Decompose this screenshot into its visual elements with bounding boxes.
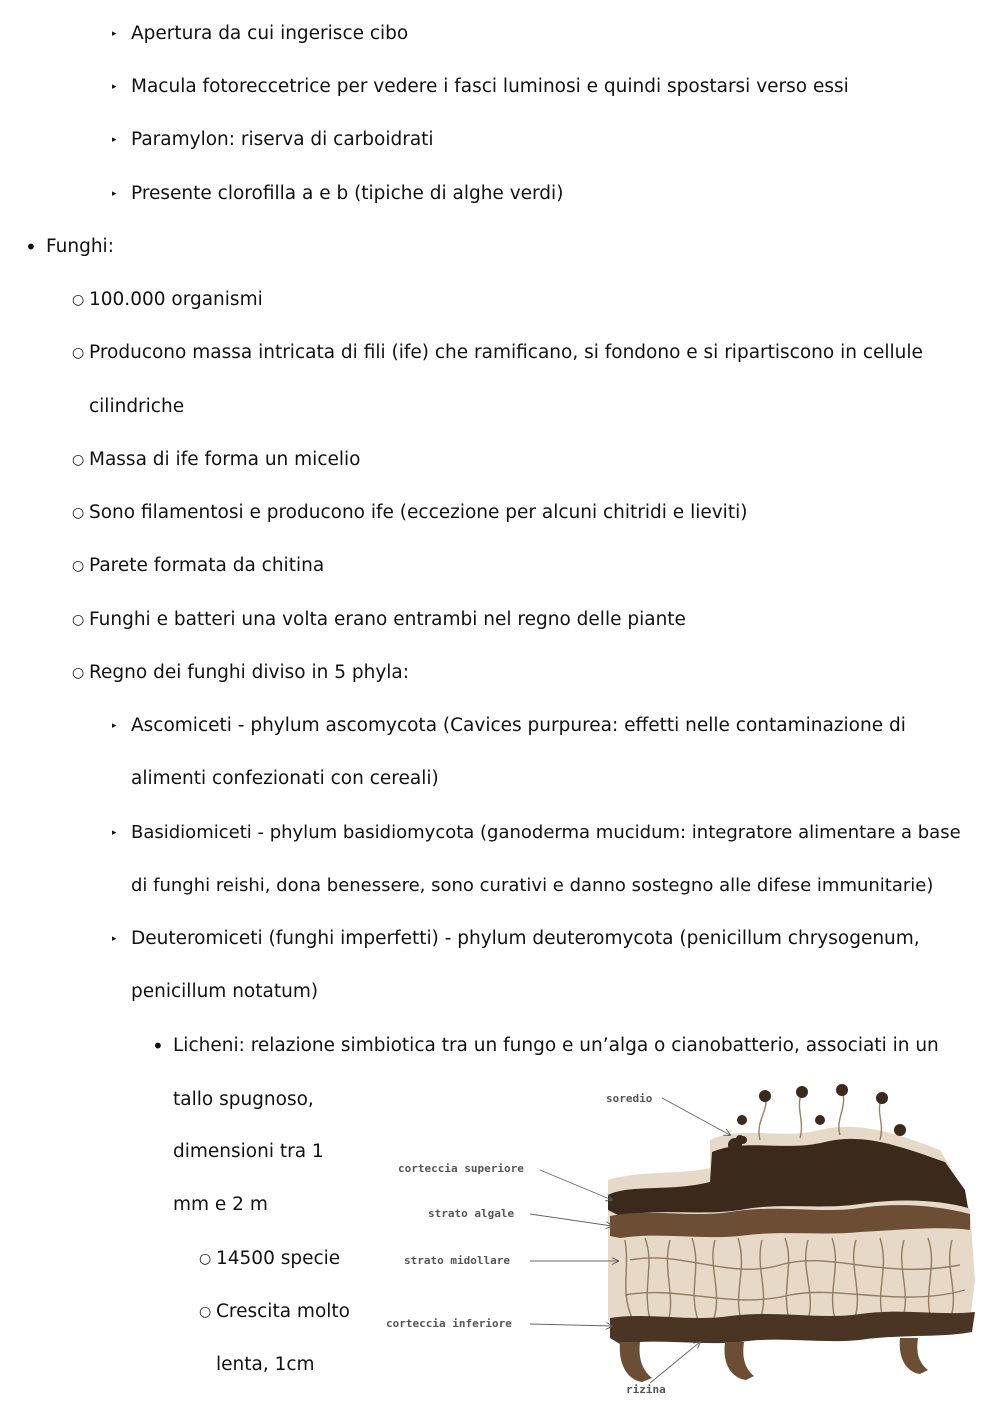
label-corteccia-inferiore: corteccia inferiore <box>386 1317 512 1330</box>
circle-bullet-icon: ○ <box>72 505 85 521</box>
label-soredio: soredio <box>606 1092 653 1105</box>
label-strato-algale: strato algale <box>428 1207 515 1220</box>
circle-bullet-icon: ○ <box>72 452 85 468</box>
circle-bullet-icon: ○ <box>72 612 85 628</box>
list-item: Apertura da cui ingerisce cibo <box>131 23 409 44</box>
triangle-bullet-icon: ▸ <box>112 82 117 92</box>
circle-bullet-icon: ○ <box>199 1251 212 1267</box>
label-strato-midollare: strato midollare <box>404 1254 510 1267</box>
list-item: Funghi e batteri una volta erano entrambi nel regno delle piante <box>89 609 686 630</box>
list-item: Macula fotoreccetrice per vedere i fasci luminosi e quindi spostarsi verso essi <box>131 76 849 97</box>
leader-line <box>662 1098 730 1135</box>
list-item: Parete formata da chitina <box>89 555 325 576</box>
triangle-bullet-icon: ▸ <box>112 934 117 944</box>
phylum-item-continuation: alimenti confezionati con cereali) <box>131 768 439 789</box>
triangle-bullet-icon: ▸ <box>112 29 117 39</box>
phylum-item: Basidiomiceti - phylum basidiomycota (ganoderma mucidum: integratore alimentare a base <box>131 822 961 843</box>
list-item: Presente clorofilla a e b (tipiche di alghe verdi) <box>131 183 564 204</box>
disc-bullet-icon: • <box>25 235 37 259</box>
licheni-sub-item: 14500 specie <box>216 1248 341 1269</box>
section-heading-funghi: Funghi: <box>46 236 114 257</box>
label-corteccia-superiore: corteccia superiore <box>398 1162 524 1175</box>
triangle-bullet-icon: ▸ <box>112 189 117 199</box>
triangle-bullet-icon: ▸ <box>112 828 117 838</box>
circle-bullet-icon: ○ <box>72 292 85 308</box>
circle-bullet-icon: ○ <box>72 558 85 574</box>
label-rizina: rizina <box>626 1383 666 1396</box>
lichen-cross-section-diagram <box>380 1080 980 1410</box>
circle-bullet-icon: ○ <box>72 665 85 681</box>
phylum-item: Ascomiceti - phylum ascomycota (Cavices purpurea: effetti nelle contaminazione di <box>131 715 906 736</box>
licheni-item: Licheni: relazione simbiotica tra un fungo e un’alga o cianobatterio, associati in un <box>173 1035 939 1056</box>
licheni-continuation: mm e 2 m <box>173 1194 268 1215</box>
list-item: Producono massa intricata di fili (ife) che ramificano, si fondono e si ripartiscono in cellule <box>89 342 923 363</box>
list-item-continuation: cilindriche <box>89 396 185 417</box>
lichen-thallus-illustration <box>608 1084 975 1382</box>
leader-line <box>530 1324 612 1326</box>
phylum-item-continuation: penicillum notatum) <box>131 981 319 1002</box>
list-item: Sono filamentosi e producono ife (eccezione per alcuni chitridi e lieviti) <box>89 502 748 523</box>
triangle-bullet-icon: ▸ <box>112 721 117 731</box>
leader-line <box>540 1170 612 1200</box>
circle-bullet-icon: ○ <box>199 1304 212 1320</box>
disc-bullet-icon: • <box>152 1034 164 1058</box>
leader-line <box>650 1342 700 1383</box>
phylum-item-continuation: di funghi reishi, dona benessere, sono curativi e danno sostegno alle difese immunitarie) <box>131 875 934 896</box>
licheni-sub-continuation: lenta, 1cm <box>216 1354 315 1375</box>
phylum-item: Deuteromiceti (funghi imperfetti) - phylum deuteromycota (penicillum chrysogenum, <box>131 928 920 949</box>
list-item: Paramylon: riserva di carboidrati <box>131 129 434 150</box>
licheni-continuation: dimensioni tra 1 <box>173 1141 324 1162</box>
circle-bullet-icon: ○ <box>72 345 85 361</box>
list-item: 100.000 organismi <box>89 289 263 310</box>
licheni-continuation: tallo spugnoso, <box>173 1089 314 1110</box>
triangle-bullet-icon: ▸ <box>112 135 117 145</box>
licheni-sub-item: Crescita molto <box>216 1301 350 1322</box>
list-item: Massa di ife forma un micelio <box>89 449 361 470</box>
list-item: Regno dei funghi diviso in 5 phyla: <box>89 662 410 683</box>
leader-line <box>530 1214 612 1226</box>
